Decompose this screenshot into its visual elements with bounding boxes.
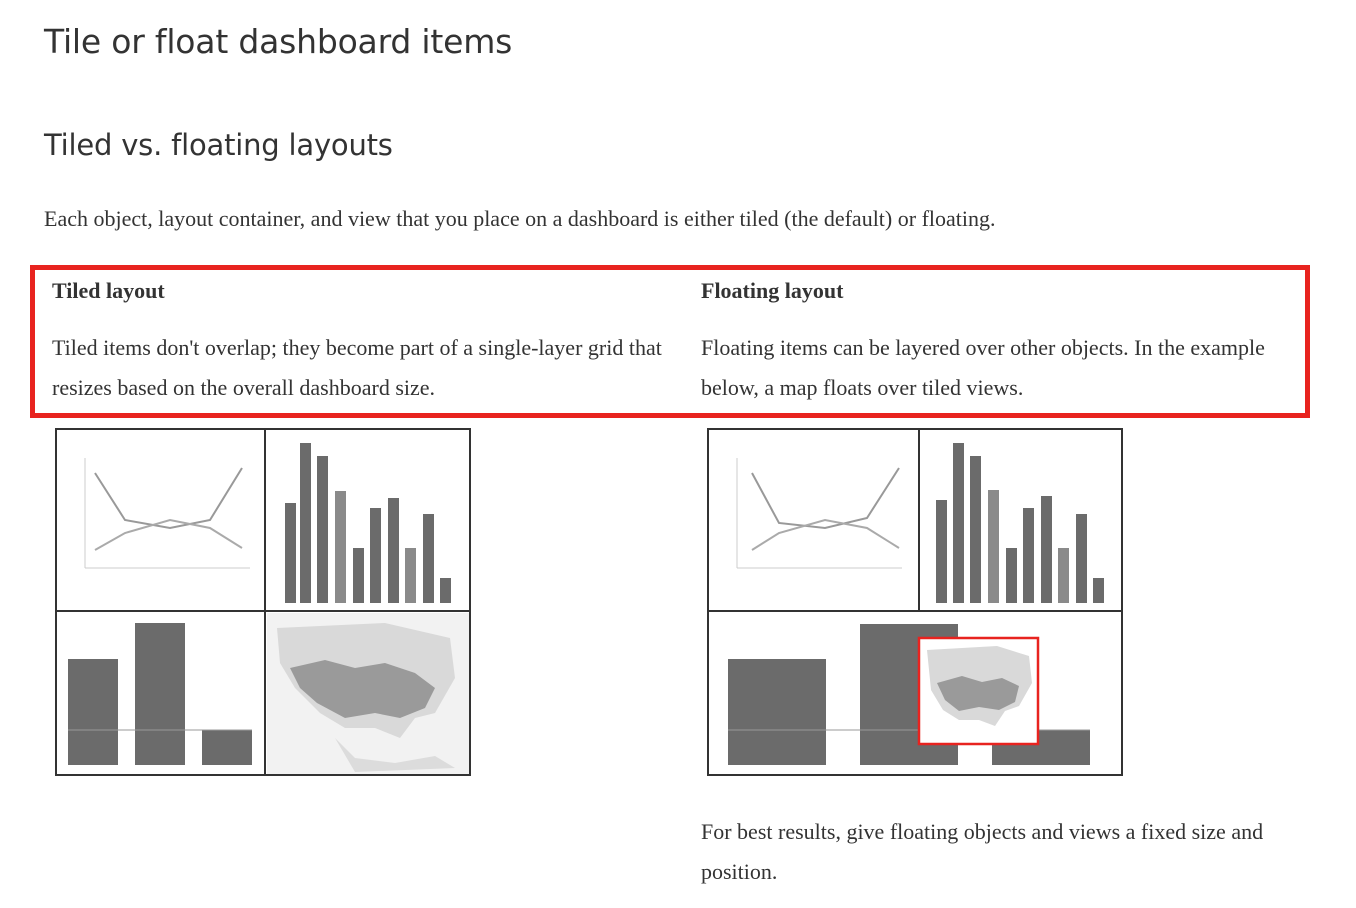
tiled-layout-description: Tiled items don't overlap; they become part of a single-layer grid that resizes based on the overall dashboard size.: [52, 335, 662, 400]
floating-layout-heading: Floating layout: [701, 278, 844, 303]
page-title: Tile or float dashboard items: [44, 22, 513, 61]
floating-layout-figure: [707, 428, 1123, 778]
map-icon: [267, 613, 469, 774]
tiled-layout-figure: [55, 428, 471, 778]
tiled-layout-heading: Tiled layout: [52, 278, 165, 303]
outro-paragraph: For best results, give floating objects and views a fixed size and position.: [701, 819, 1264, 884]
intro-paragraph: Each object, layout container, and view that you place on a dashboard is either tiled (the default) or floating.: [44, 206, 996, 231]
floating-layout-description: Floating items can be layered over other objects. In the example below, a map floats over tiled views.: [701, 335, 1265, 400]
section-heading: Tiled vs. floating layouts: [44, 128, 393, 162]
map-icon: [919, 638, 1038, 744]
